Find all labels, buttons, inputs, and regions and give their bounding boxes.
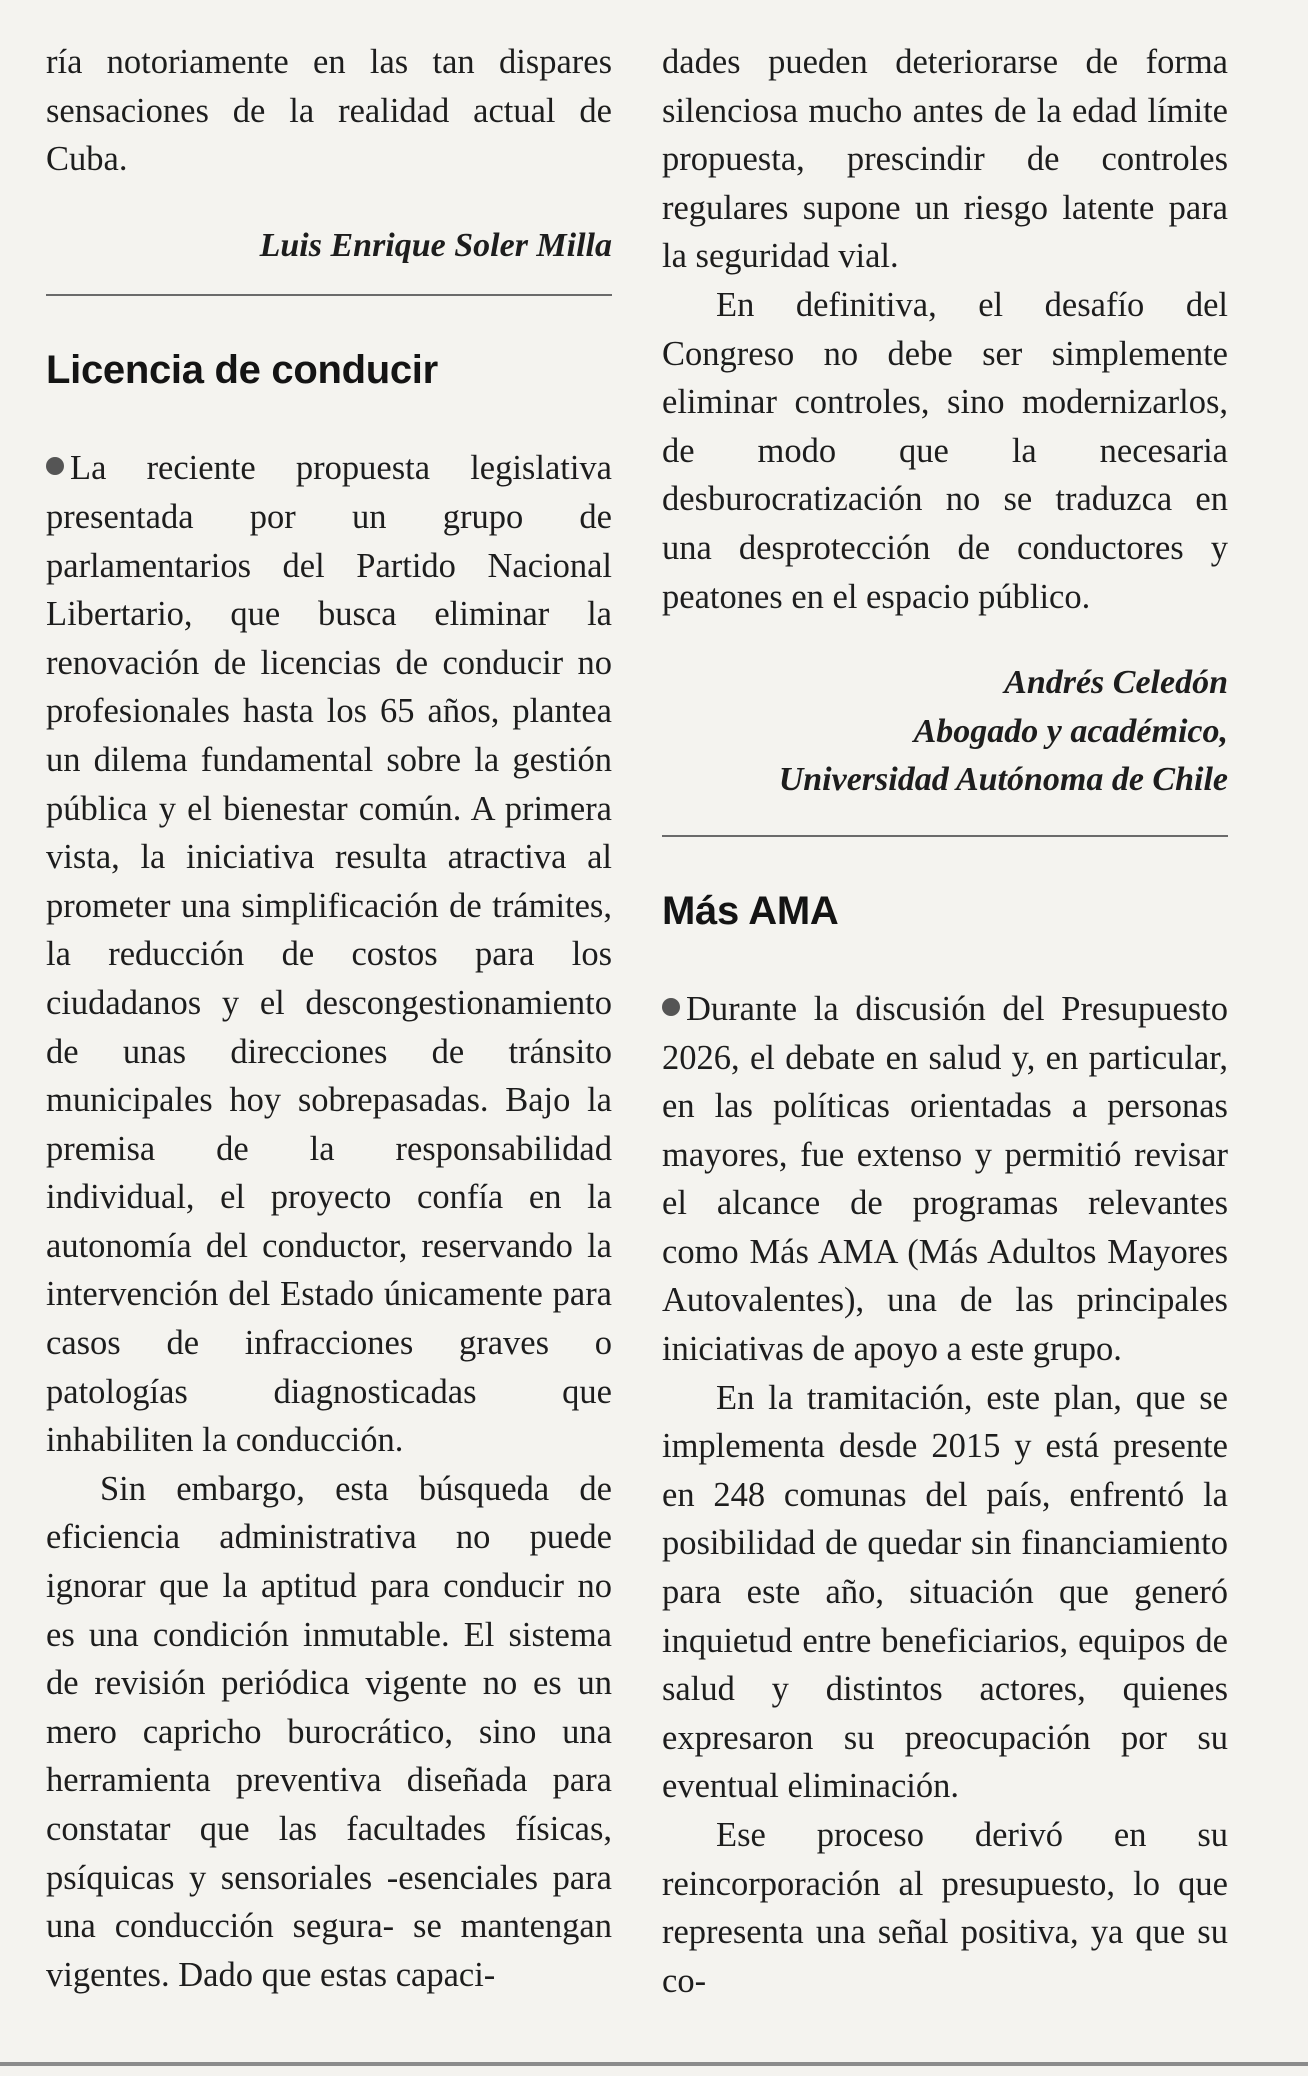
letter3-title: Más AMA [662, 888, 839, 933]
letter2-paragraph-3: En definitiva, el desafío del Congreso no debe ser simplemente eliminar controles, sino modernizarlos, de modo que la necesaria desburocratización no se traduzca en una desprotección de conductores y peatones en el espacio público. [662, 285, 1228, 616]
section-divider [46, 294, 612, 296]
letter2-signature-role: Abogado y académico, [913, 712, 1228, 750]
letter3-paragraph-2: En la tramitación, este plan, que se implementa desde 2015 y está presente en 248 comunas del país, enfrentó la posibilidad de quedar sin financiamiento para este año, situación que generó inquietud entre beneficiarios, equipos de salud y distintos actores, quienes expresaron su preocupación por su eventual eliminación. [662, 1378, 1228, 1806]
letter2-paragraph-1: La reciente propuesta legislativa presentada por un grupo de parlamentarios del Partido Nacional Libertario, que busca eliminar la renovación de licencias de conducir no profesionales hasta los 65 años, plantea un dilema fundamental sobre la gestión pública y el bienestar común. A primera vista, la iniciativa resulta atractiva al prometer una simplificación de trámites, la reducción de costos para los ciudadanos y el descongestionamiento de unas direcciones de tránsito municipales hoy sobrepasadas. Bajo la premisa de la responsabilidad individual, el proyecto confía en la autonomía del conductor, reservando la intervención del Estado únicamente para casos de infracciones graves o patologías diagnosticadas que inhabiliten la conducción. [46, 449, 612, 1460]
page-bottom-rule [0, 2062, 1308, 2066]
letter1-signature: Luis Enrique Soler Milla [259, 226, 612, 264]
letter2-title: Licencia de conducir [46, 348, 438, 393]
right-column [662, 38, 1228, 2076]
letter2-paragraph-2: Sin embargo, esta búsqueda de eficiencia administrativa no puede ignorar que la aptitud para conducir no es una condición inmutable. El sistema de revisión periódica vigente no es un mero capricho burocrático, sino una herramienta preventiva diseñada para constatar que las facultades físicas, psíquicas y sensoriales -esenciales para una conducción segura- se mantengan vigentes. Dado que estas capaci- [46, 1469, 612, 1994]
letter2-paragraph-2-continued: dades pueden deteriorarse de forma silenciosa mucho antes de la edad límite propuesta, prescindir de controles regulares supone un riesgo latente para la seguridad vial. [662, 43, 1228, 276]
letter3-paragraph-3: Ese proceso derivó en su reincorporación al presupuesto, lo que representa una señal positiva, ya que su co- [662, 1816, 1228, 2000]
bullet-icon [662, 998, 680, 1016]
left-column [46, 38, 612, 2076]
letter2-signature-block [662, 659, 1228, 805]
section-divider [662, 835, 1228, 837]
letter1-text: ría notoriamente en las tan dispares sensaciones de la realidad actual de Cuba. [46, 43, 612, 179]
letter3-paragraph-1: Durante la discusión del Presupuesto 2026, el debate en salud y, en particular, en las políticas orientadas a personas mayores, fue extenso y permitió revisar el alcance de programas relevantes como Más AMA (Más Adultos Mayores Autovalentes), una de las principales iniciativas de apoyo a este grupo. [662, 989, 1228, 1369]
bullet-icon [46, 457, 64, 475]
letter2-signature-org: Universidad Autónoma de Chile [778, 761, 1228, 799]
letter2-signature-name: Andrés Celedón [1004, 664, 1228, 702]
